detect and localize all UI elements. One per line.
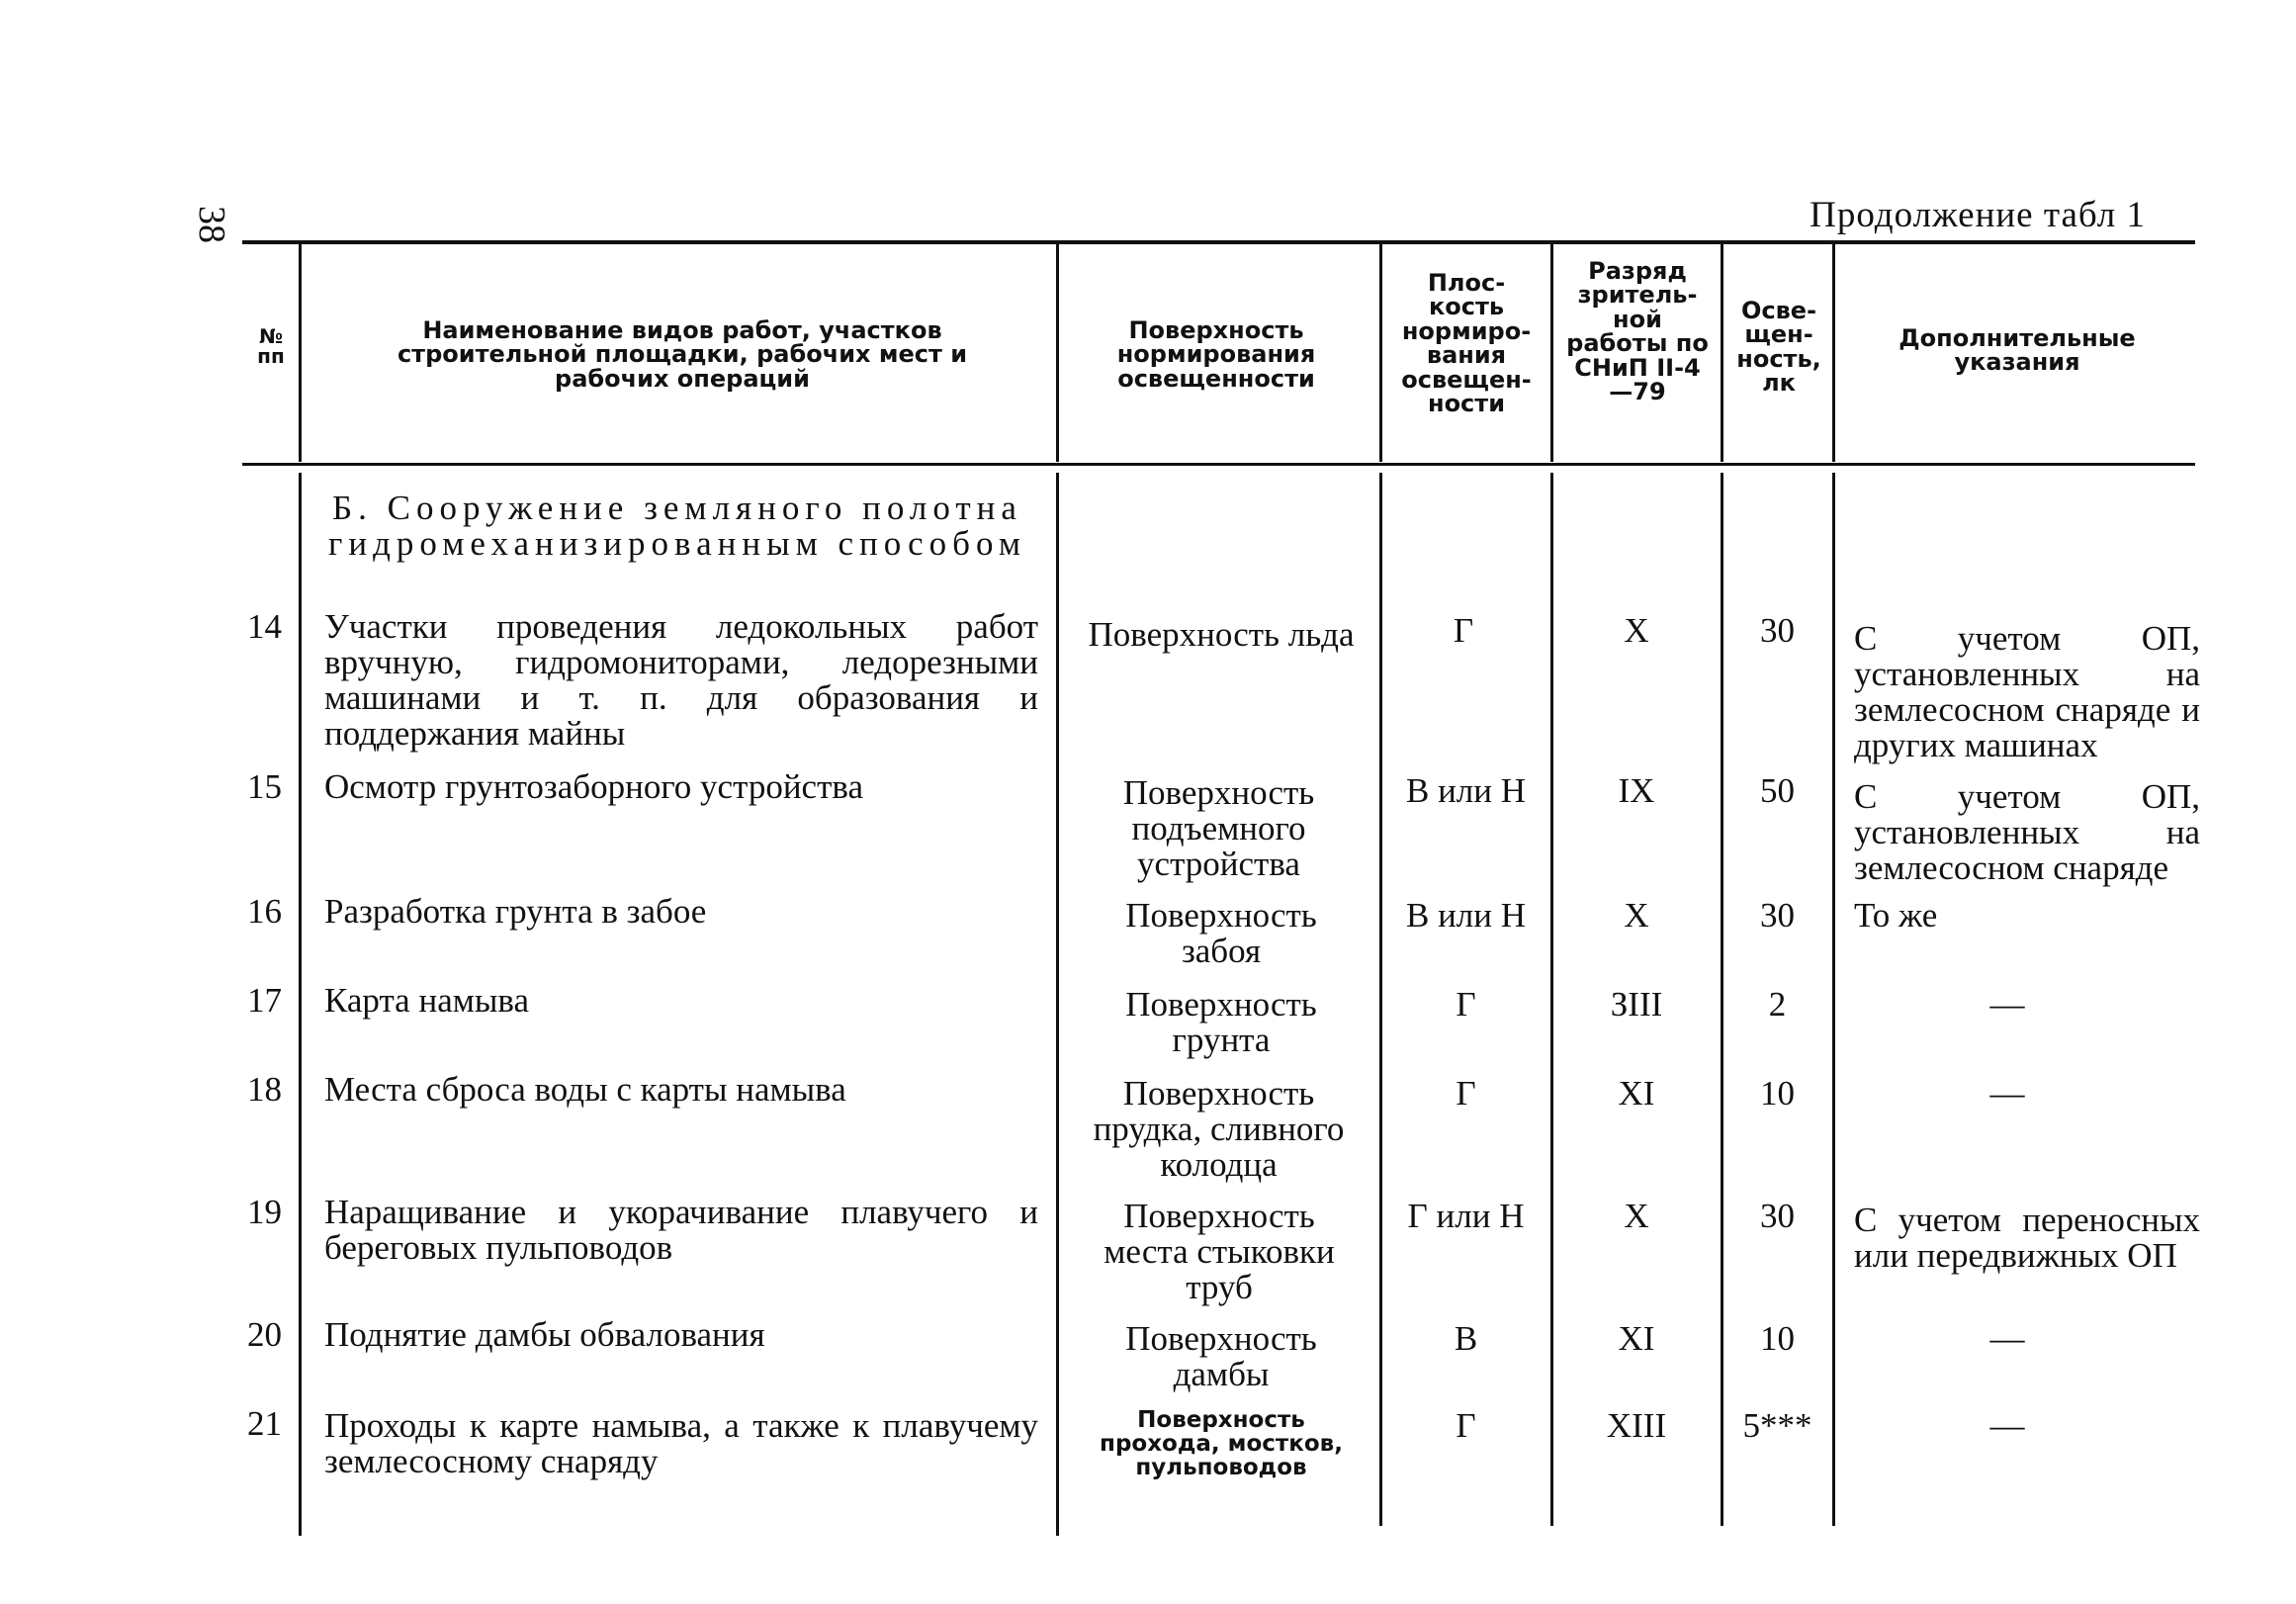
table-continuation-caption: Продолжение табл 1 (1810, 195, 2146, 235)
row-surface: Поверхность прудка, сливного колодца (1093, 1074, 1345, 1184)
row-plane: В или Н (1405, 771, 1527, 810)
row-surface: Поверхность забоя (1125, 896, 1317, 970)
header-notes: Дополнительные указания (1899, 324, 2136, 377)
row-plane: В (1454, 1319, 1478, 1358)
row-num: 16 (247, 892, 282, 931)
row-surface: Поверхность грунта (1125, 985, 1317, 1059)
row-name: Осмотр грунтозаборного устройства (324, 767, 863, 806)
header-divider (1056, 244, 1059, 462)
header-divider (1379, 244, 1382, 462)
row-lux: 10 (1760, 1074, 1795, 1113)
row-notes: С учетом ОП, установленных на землесосном снаряде и других машинах (1854, 619, 2200, 764)
top-rule (242, 240, 2195, 244)
row-notes: — (1989, 1074, 2025, 1113)
row-grade: IX (1618, 771, 1655, 810)
row-notes: — (1989, 1406, 2025, 1445)
header-surface: Поверхность нормирования освещенности (1116, 316, 1316, 393)
header-divider (299, 244, 302, 462)
row-surface: Поверхность прохода, мостков, пульповодов (1100, 1407, 1343, 1480)
row-num: 18 (247, 1070, 282, 1109)
row-lux: 50 (1760, 771, 1795, 810)
row-surface: Поверхность дамбы (1125, 1319, 1317, 1393)
row-num: 19 (247, 1193, 282, 1231)
header-divider (1550, 244, 1553, 462)
section-title: Б. Сооружение земляного полотна гидромеханизированным способом (328, 489, 1026, 563)
row-grade: XIII (1606, 1406, 1667, 1445)
column-divider (299, 473, 302, 1536)
row-lux: 30 (1760, 611, 1795, 650)
row-grade: Х (1624, 1197, 1649, 1235)
row-plane: Г (1456, 1406, 1476, 1445)
row-name: Места сброса воды с карты намыва (324, 1070, 846, 1109)
column-divider (1056, 473, 1059, 1536)
row-name: Разработка грунта в забое (324, 892, 707, 931)
header-num: № пп (257, 324, 285, 369)
row-num: 14 (247, 607, 282, 646)
row-surface: Поверхность места стыковки труб (1104, 1197, 1335, 1306)
row-plane: Г (1456, 1074, 1476, 1113)
row-grade: XI (1618, 1074, 1655, 1113)
row-lux: 30 (1760, 896, 1795, 935)
header-divider (1721, 244, 1723, 462)
row-name: Участки проведения ледокольных работ вручную, гидромониторами, ледорезными машинами и т. п. для образования и поддержания майны (324, 607, 1038, 753)
header-name: Наименование видов работ, участков строительной площадки, рабочих мест и рабочих операций (397, 316, 968, 393)
row-name: Поднятие дамбы обвалования (324, 1315, 765, 1354)
page-number: 38 (191, 206, 232, 243)
row-surface: Поверхность подъемного устройства (1122, 773, 1315, 883)
row-lux: 10 (1760, 1319, 1795, 1358)
row-notes: — (1989, 985, 2025, 1024)
row-lux: 2 (1768, 985, 1787, 1024)
row-num: 21 (247, 1404, 282, 1443)
row-grade: XI (1618, 1319, 1655, 1358)
row-surface: Поверхность льда (1088, 615, 1355, 654)
header-grade: Разряд зритель-ной работы по СНиП II-4—79 (1566, 257, 1709, 406)
row-plane: В или Н (1405, 896, 1527, 935)
column-divider (1550, 473, 1553, 1526)
row-num: 20 (247, 1315, 282, 1354)
row-name: Наращивание и укорачивание плавучего и береговых пульповодов (324, 1193, 1038, 1267)
row-grade: Х (1624, 896, 1649, 935)
row-notes: — (1989, 1319, 2025, 1358)
row-grade: ЗIII (1610, 985, 1663, 1024)
header-lux: Осве-щен-ность, лк (1736, 297, 1821, 398)
row-name: Карта намыва (324, 981, 529, 1020)
header-plane: Плос-кость нормиро-вания освещен-ности (1401, 269, 1532, 418)
column-divider (1379, 473, 1382, 1526)
column-divider (1832, 473, 1835, 1526)
row-notes: То же (1854, 896, 1938, 935)
row-name: Проходы к карте намыва, а также к плавучему землесосному снаряду (324, 1406, 1038, 1480)
row-num: 15 (247, 767, 282, 806)
row-notes: С учетом ОП, установленных на землесосном снаряде (1854, 777, 2200, 887)
row-plane: Г (1453, 611, 1474, 650)
row-num: 17 (247, 981, 282, 1020)
header-bottom-rule (242, 463, 2195, 466)
row-plane: Г или Н (1407, 1197, 1525, 1235)
row-lux: 30 (1760, 1197, 1795, 1235)
column-divider (1721, 473, 1723, 1526)
row-notes: С учетом переносных или передвижных ОП (1854, 1201, 2200, 1275)
row-plane: Г (1456, 985, 1476, 1024)
row-grade: Х (1624, 611, 1649, 650)
row-lux: 5*** (1742, 1406, 1812, 1445)
header-divider (1832, 244, 1835, 462)
